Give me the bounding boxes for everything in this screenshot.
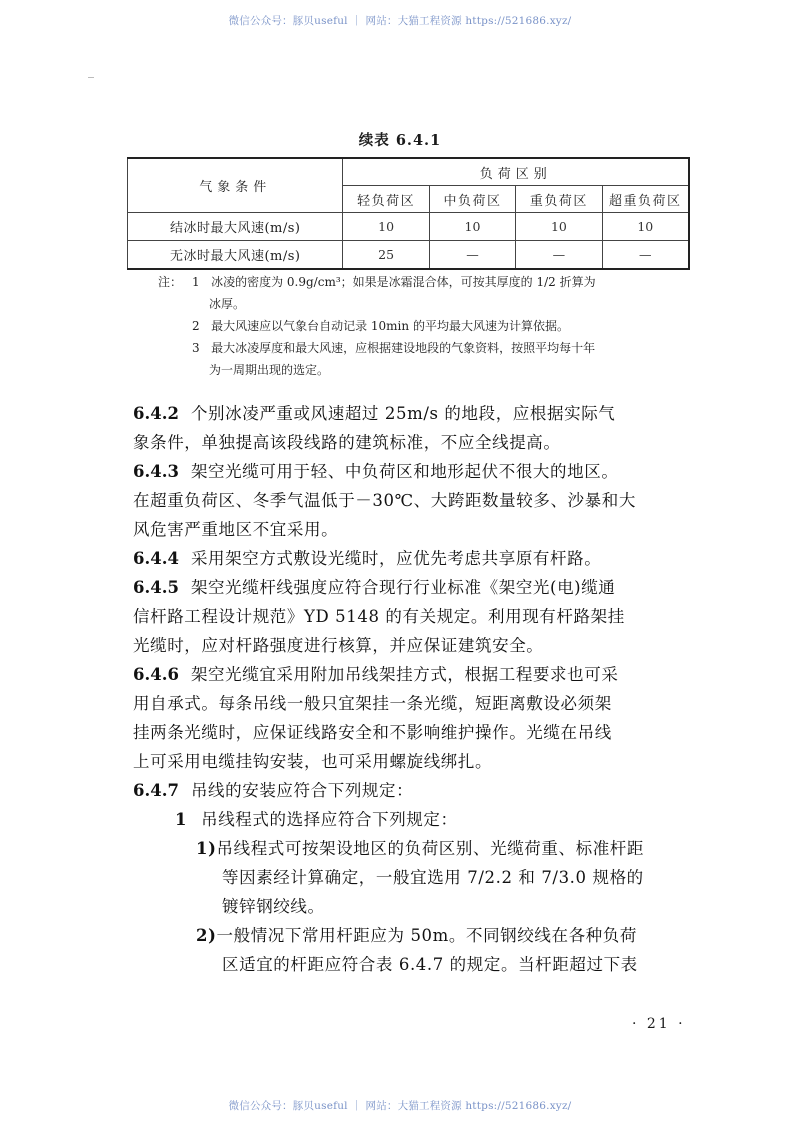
section-6-4-4 bbox=[133, 544, 693, 573]
section-6-4-6 bbox=[133, 660, 693, 689]
section-6-4-7 bbox=[133, 776, 693, 805]
section-number: 6.4.7 bbox=[133, 781, 179, 800]
item-text: 等因素经计算确定，一般宜选用 7/2.2 和 7/3.0 规格的 bbox=[222, 868, 644, 887]
table-cell: 10 bbox=[602, 213, 689, 241]
item-text: 镀锌钢绞线。 bbox=[222, 897, 325, 916]
document-body bbox=[133, 399, 693, 979]
section-text: 架空光缆宜采用附加吊线架挂方式，根据工程要求也可采 bbox=[190, 665, 619, 684]
scan-mark bbox=[88, 77, 94, 78]
clause-text: 吊线程式的选择应符合下列规定： bbox=[201, 810, 458, 829]
section-text: 架空光缆杆线强度应符合现行行业标准《架空光(电)缆通 bbox=[190, 578, 616, 597]
note-item bbox=[158, 315, 698, 337]
section-number: 6.4.2 bbox=[133, 404, 179, 423]
section-number: 6.4.6 bbox=[133, 665, 179, 684]
row-label: 无冰时最大风速(m/s) bbox=[128, 241, 343, 270]
page-number: · 21 · bbox=[632, 1016, 686, 1032]
note-text: 冰厚。 bbox=[209, 297, 246, 311]
section-number: 6.4.4 bbox=[133, 549, 179, 568]
section-number: 6.4.3 bbox=[133, 462, 179, 481]
table-cell: 10 bbox=[343, 213, 429, 241]
section-text: 风危害严重地区不宜采用。 bbox=[133, 520, 339, 539]
section-text: 架空光缆可用于轻、中负荷区和地形起伏不很大的地区。 bbox=[190, 462, 619, 481]
section-text: 吊线的安装应符合下列规定： bbox=[190, 781, 414, 800]
clause-number: 1 bbox=[175, 810, 188, 829]
section-text: 信杆路工程设计规范》YD 5148 的有关规定。利用现有杆路架挂 bbox=[133, 607, 625, 626]
note-number: 3 bbox=[192, 341, 200, 355]
section-6-4-3 bbox=[133, 457, 693, 486]
section-text: 上可采用电缆挂钩安装，也可采用螺旋线绑扎。 bbox=[133, 752, 493, 771]
note-text: 最大风速应以气象台自动记录 10min 的平均最大风速为计算依据。 bbox=[211, 319, 569, 333]
section-text: 在超重负荷区、冬季气温低于－30℃、大跨距数量较多、沙暴和大 bbox=[133, 491, 636, 510]
table-cell: — bbox=[602, 241, 689, 270]
note-number: 1 bbox=[192, 275, 200, 289]
watermark-top: 微信公众号：豚贝useful ｜ 网站：大猫工程资源 https://521686.xyz/ bbox=[228, 15, 572, 27]
item-text: 一般情况下常用杆距应为 50m。不同钢绞线在各种负荷 bbox=[216, 926, 637, 945]
section-text: 个别冰凌严重或风速超过 25m/s 的地段，应根据实际气 bbox=[190, 404, 616, 423]
section-6-4-5 bbox=[133, 573, 693, 602]
item-1 bbox=[133, 834, 693, 863]
table-cell: — bbox=[429, 241, 515, 270]
item-2 bbox=[133, 921, 693, 950]
section-number: 6.4.5 bbox=[133, 578, 179, 597]
row-label: 结冰时最大风速(m/s) bbox=[128, 213, 343, 241]
clause-1 bbox=[133, 805, 693, 834]
table-title: 续表 6.4.1 bbox=[358, 132, 442, 149]
item-number: 1) bbox=[196, 839, 217, 858]
section-text: 用自承式。每条吊线一般只宜架挂一条光缆，短距离敷设必须架 bbox=[133, 694, 612, 713]
section-text: 象条件，单独提高该段线路的建筑标准，不应全线提高。 bbox=[133, 433, 561, 452]
table-row bbox=[128, 213, 690, 241]
header-extra-heavy-load: 超重负荷区 bbox=[602, 186, 689, 213]
item-text: 吊线程式可按架设地区的负荷区别、光缆荷重、标准杆距 bbox=[216, 839, 644, 858]
item-number: 2) bbox=[196, 926, 217, 945]
table-row bbox=[128, 241, 690, 270]
note-text: 为一周期出现的选定。 bbox=[209, 363, 330, 377]
table-cell: — bbox=[516, 241, 602, 270]
table-cell: 25 bbox=[343, 241, 429, 270]
note-number: 2 bbox=[192, 319, 200, 333]
header-medium-load: 中负荷区 bbox=[429, 186, 515, 213]
header-heavy-load: 重负荷区 bbox=[516, 186, 602, 213]
note-item bbox=[158, 337, 698, 359]
section-text: 光缆时，应对杆路强度进行核算，并应保证建筑安全。 bbox=[133, 636, 544, 655]
table-cell: 10 bbox=[429, 213, 515, 241]
note-prefix: 注： bbox=[158, 275, 183, 289]
note-text: 最大冰凌厚度和最大风速，应根据建设地段的气象资料，按照平均每十年 bbox=[211, 341, 596, 355]
section-text: 挂两条光缆时，应保证线路安全和不影响维护操作。光缆在吊线 bbox=[133, 723, 612, 742]
table-notes bbox=[158, 271, 698, 381]
note-item bbox=[158, 271, 698, 293]
watermark-bottom: 微信公众号：豚贝useful ｜ 网站：大猫工程资源 https://521686.xyz/ bbox=[228, 1100, 572, 1112]
weather-conditions-table bbox=[127, 157, 690, 270]
header-light-load: 轻负荷区 bbox=[343, 186, 429, 213]
section-text: 采用架空方式敷设光缆时，应优先考虑共享原有杆路。 bbox=[190, 549, 602, 568]
table-cell: 10 bbox=[516, 213, 602, 241]
item-text: 区适宜的杆距应符合表 6.4.7 的规定。当杆距超过下表 bbox=[222, 955, 638, 974]
header-load-zone-group: 负荷区别 bbox=[343, 158, 689, 186]
header-weather-conditions: 气象条件 bbox=[128, 158, 343, 213]
section-6-4-2 bbox=[133, 399, 693, 428]
note-text: 冰凌的密度为 0.9g/cm³；如果是冰霜混合体，可按其厚度的 1/2 折算为 bbox=[211, 275, 596, 289]
